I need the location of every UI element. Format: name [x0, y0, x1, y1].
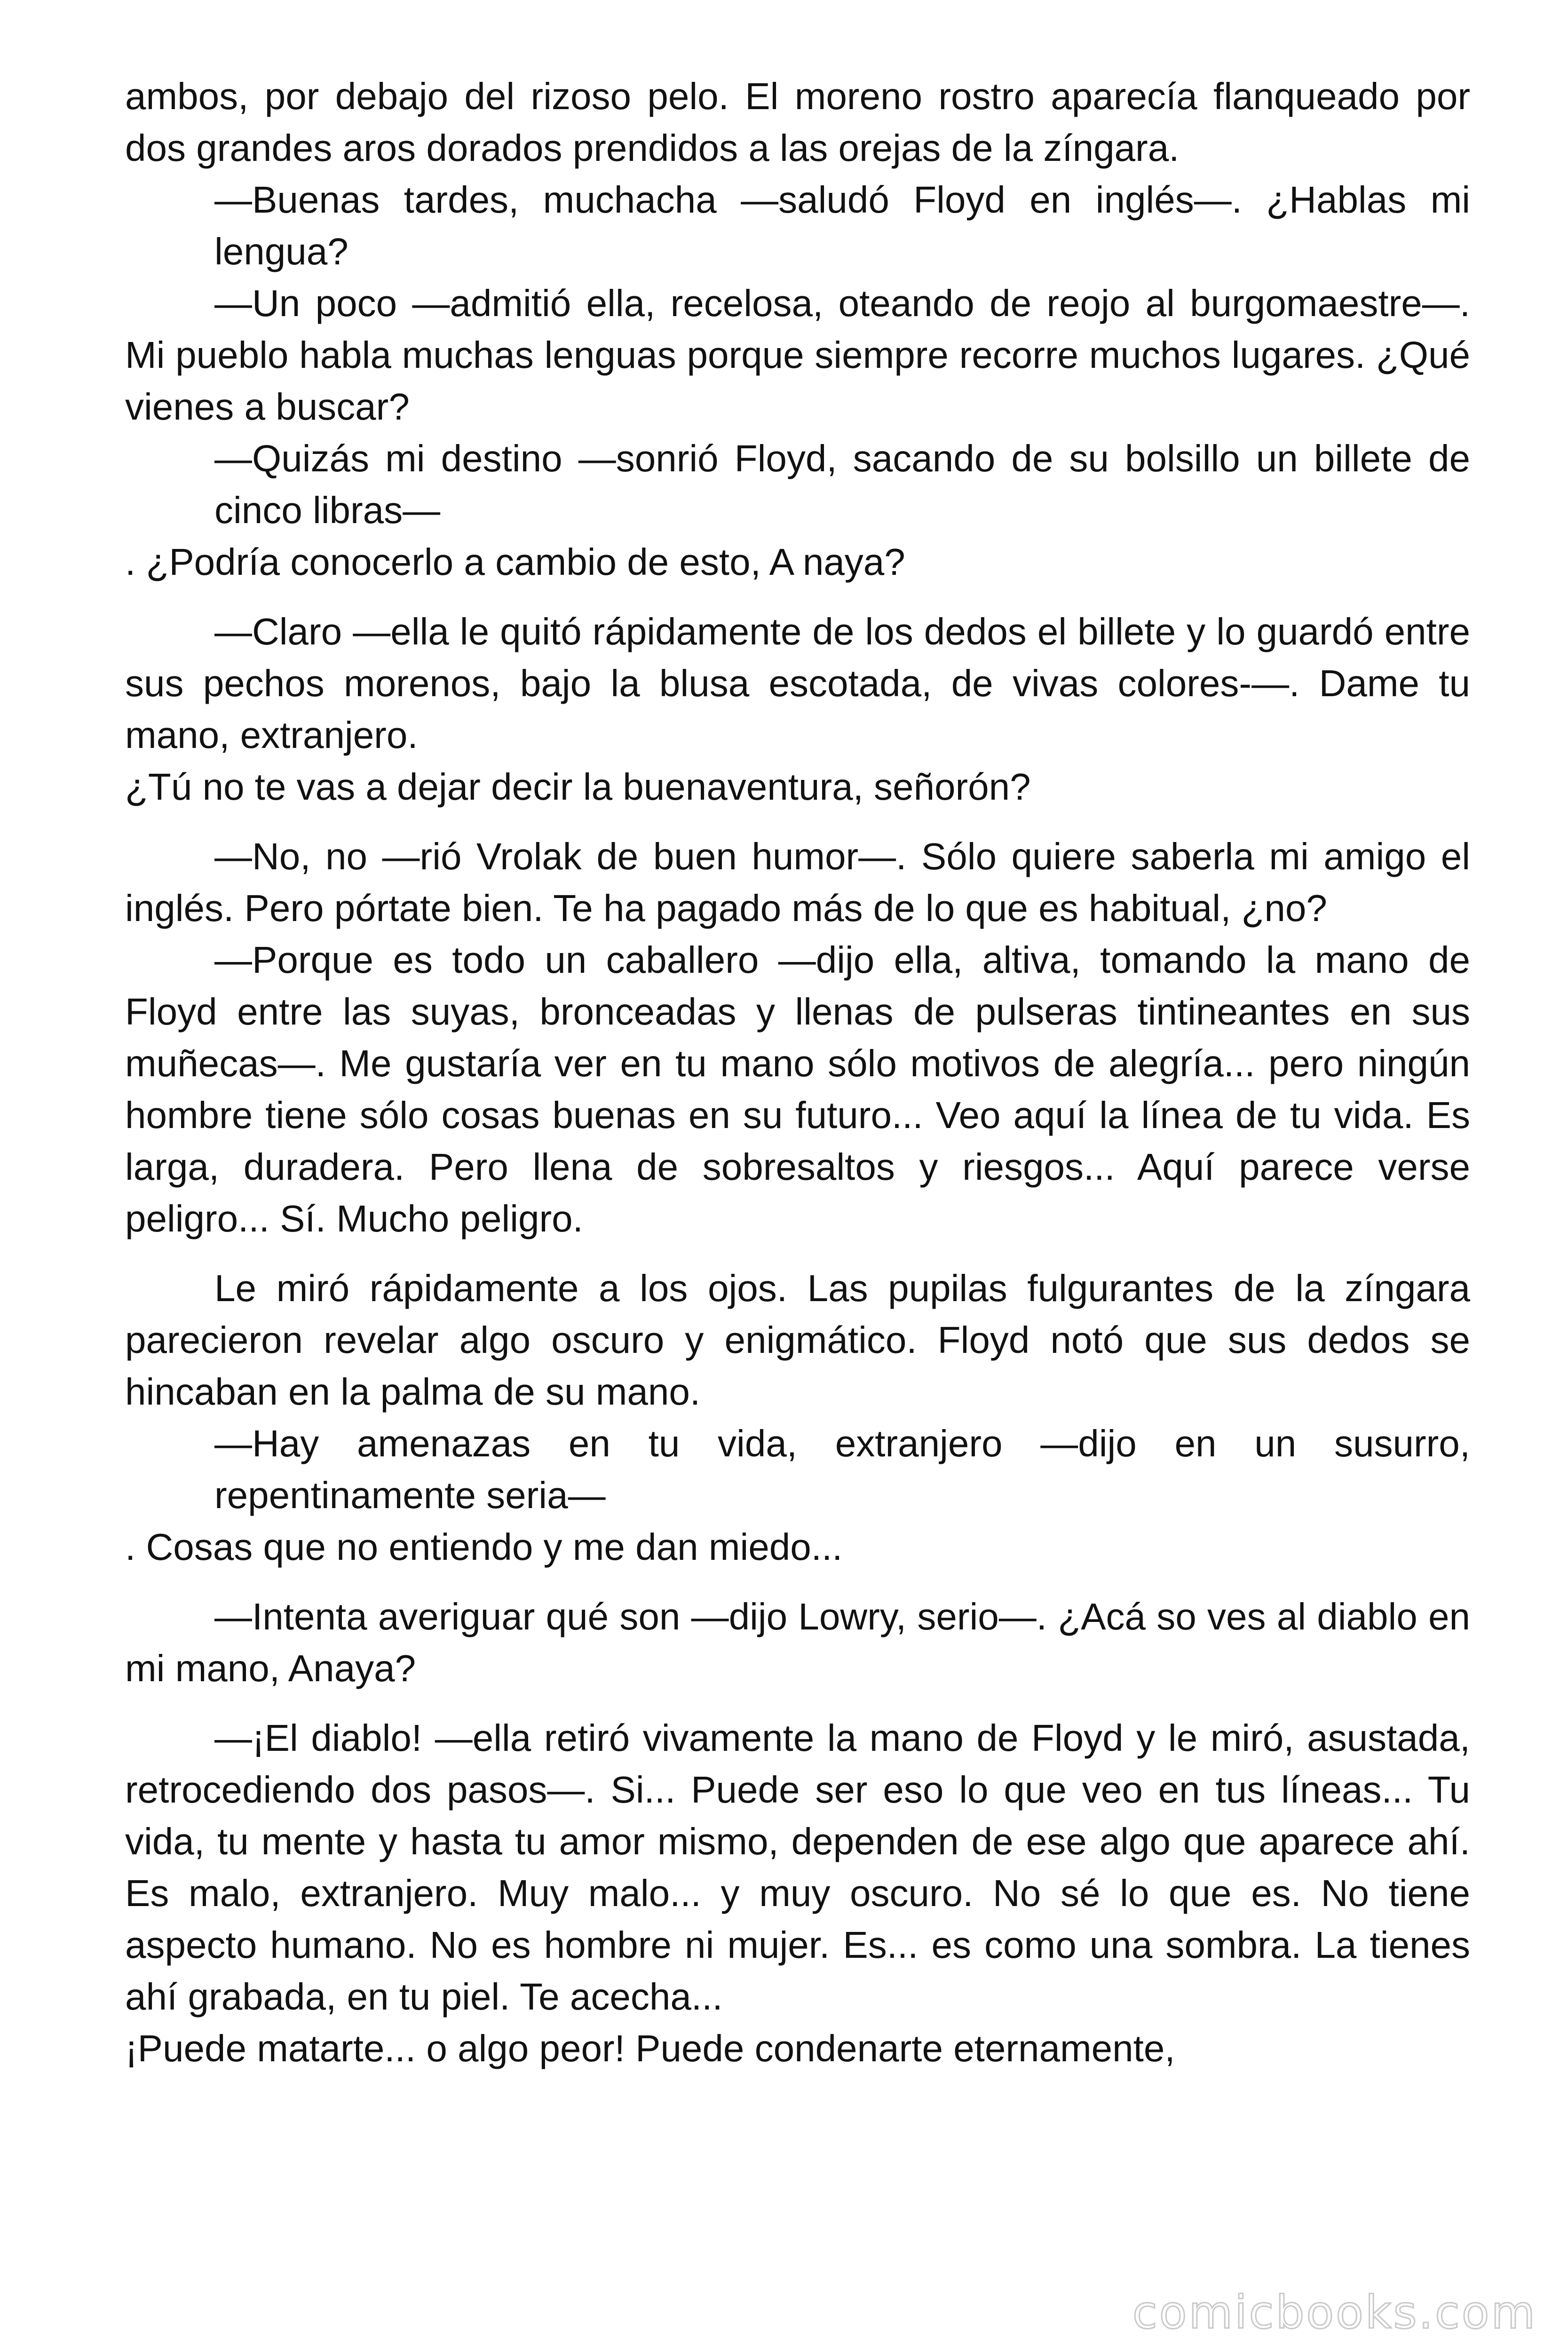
paragraph-dialogue-lowry: —Intenta averiguar qué son —dijo Lowry, serio—. ¿Acá so ves al diablo en mi mano, Anaya?: [125, 1596, 1470, 1689]
paragraph-dialogue-warning: ¡Puede matarte... o algo peor! Puede condenarte eternamente,: [125, 2027, 1175, 2069]
paragraph-dialogue-vrolak: —No, no —rió Vrolak de buen humor—. Sólo quiere saberla mi amigo el inglés. Pero pórtate bien. Te ha pagado más de lo que es habitual, ¿no?: [125, 835, 1470, 929]
paragraph-dialogue-palm-reading: —Porque es todo un caballero —dijo ella, altiva, tomando la mano de Floyd entre las suyas, bronceadas y llenas de pulseras tintineantes en sus muñecas—. Me gustaría ver en tu mano sólo motivos de alegría... pero ningún hombre tiene sólo cosas buenas en su futuro... Veo aquí la línea de tu vida. Es larga, duradera. Pero llena de sobresaltos y riesgos... Aquí parece verse peligro... Sí. Mucho peligro.: [125, 939, 1470, 1240]
paragraph-dialogue-reply: —Un poco —admitió ella, recelosa, oteando de reojo al burgomaestre—. Mi pueblo habla muchas lenguas porque siempre recorre muchos lugares. ¿Qué vienes a buscar?: [125, 282, 1470, 428]
paragraph-dialogue-question: ¿Tú no te vas a dejar decir la buenaventura, señorón?: [125, 766, 1031, 808]
paragraph-dialogue-greeting: —Buenas tardes, muchacha —saludó Floyd en inglés—. ¿Hablas mi lengua?: [214, 179, 1470, 272]
paragraph-dialogue-threats: —Hay amenazas en tu vida, extranjero —dijo en un susurro, repentinamente seria—: [214, 1422, 1470, 1516]
paragraph-dialogue-claro: —Claro —ella le quitó rápidamente de los dedos el billete y lo guardó entre sus pechos morenos, bajo la blusa escotada, de vivas colores-—. Dame tu mano, extranjero.: [125, 611, 1470, 756]
paragraph-dialogue-destiny-tail: . ¿Podría conocerlo a cambio de esto, A naya?: [125, 541, 905, 583]
paragraph-continuation: ambos, por debajo del rizoso pelo. El moreno rostro aparecía flanqueado por dos grandes aros dorados prendidos a las orejas de la zíngara.: [125, 75, 1470, 169]
site-watermark: comicbooks.com: [1132, 2286, 1537, 2339]
paragraph-narration-eyes: Le miró rápidamente a los ojos. Las pupilas fulgurantes de la zíngara parecieron revelar algo oscuro y enigmático. Floyd notó que sus dedos se hincaban en la palma de su mano.: [125, 1267, 1470, 1413]
paragraph-dialogue-devil: —¡El diablo! —ella retiró vivamente la mano de Floyd y le miró, asustada, retrocediendo dos pasos—. Si... Puede ser eso lo que veo en tus líneas... Tu vida, tu mente y hasta tu amor mismo, dependen de ese algo que aparece ahí. Es malo, extranjero. Muy malo... y muy oscuro. No sé lo que es. No tiene aspecto humano. No es hombre ni mujer. Es... es como una sombra. La tienes ahí grabada, en tu piel. Te acecha...: [125, 1717, 1470, 2018]
paragraph-dialogue-destiny: —Quizás mi destino —sonrió Floyd, sacando de su bolsillo un billete de cinco libras—: [214, 437, 1470, 531]
book-page-text: [125, 71, 1470, 2074]
paragraph-dialogue-threats-tail: . Cosas que no entiendo y me dan miedo...: [125, 1526, 843, 1568]
